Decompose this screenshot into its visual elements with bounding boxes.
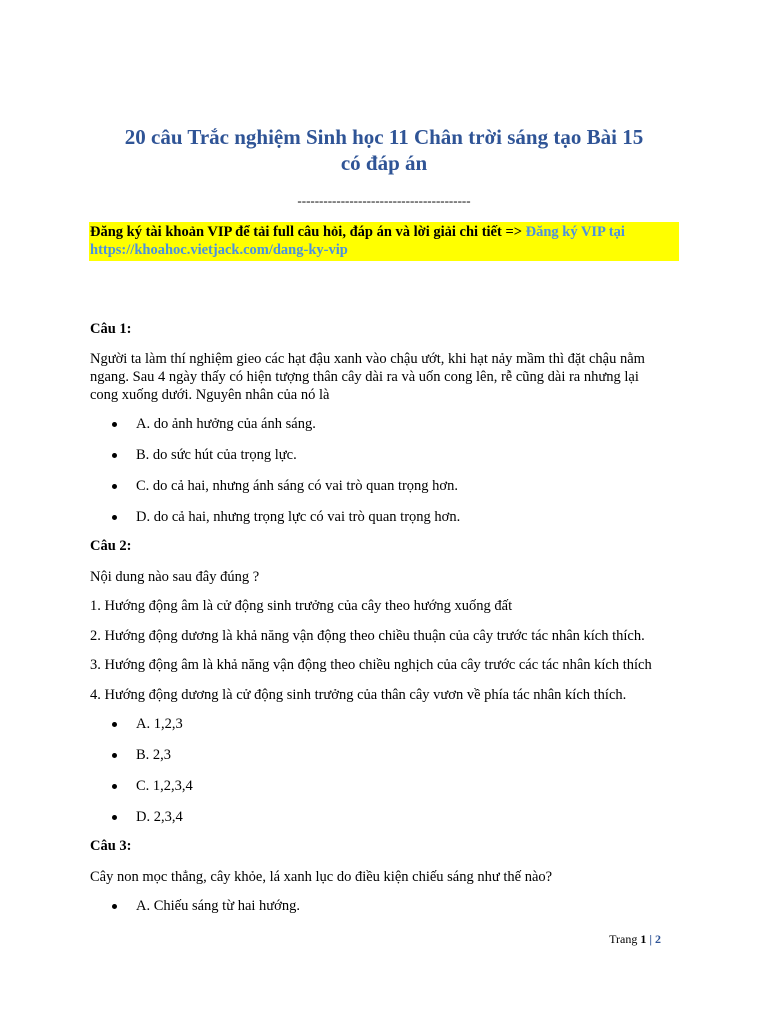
separator-line: ---------------------------------------- [297, 193, 471, 208]
vip-register-link[interactable]: Đăng ký VIP tại https://khoahoc.vietjack.com/dang-ky-vip [90, 224, 625, 258]
question-2-statement: 3. Hướng động âm là khả năng vận động theo chiều nghịch của cây trước các tác nhân kích thích [90, 657, 652, 673]
document-title [90, 124, 678, 176]
question-2-statement: 2. Hướng động dương là khả năng vận động theo chiều thuận của cây trước tác nhân kích thích. [90, 628, 645, 644]
page-number-footer [609, 932, 661, 947]
question-2-option-a: A. 1,2,3 [136, 716, 183, 732]
footer-total-pages: 2 [655, 932, 661, 946]
title-line-1: 20 câu Trắc nghiệm Sinh học 11 Chân trời sáng tạo Bài 15 [124, 125, 644, 149]
footer-prefix: Trang [609, 932, 641, 946]
question-2-option-b: B. 2,3 [136, 747, 172, 763]
question-3-label: Câu 3: [90, 838, 132, 854]
question-1-stem-line: ngang. Sau 4 ngày thấy có hiện tượng thân cây dài ra và uốn cong lên, rễ cũng dài ra nhưng lại [90, 369, 639, 385]
vip-banner-text: Đăng ký tài khoản VIP để tải full câu hỏi, đáp án và lời giải chi tiết => [90, 224, 526, 240]
question-2-statement: 4. Hướng động dương là cử động sinh trưởng của thân cây vươn về phía tác nhân kích thích. [90, 687, 627, 703]
question-2-option-d: D. 2,3,4 [136, 809, 183, 825]
footer-separator: | [646, 932, 655, 946]
question-3-stem: Cây non mọc thẳng, cây khỏe, lá xanh lục do điều kiện chiếu sáng như thế nào? [90, 869, 553, 885]
question-3-option-a: A. Chiếu sáng từ hai hướng. [136, 898, 300, 914]
question-1-stem-line: Người ta làm thí nghiệm gieo các hạt đậu xanh vào chậu ướt, khi hạt nảy mầm thì đặt chậu nằm [90, 351, 645, 367]
question-2-option-c: C. 1,2,3,4 [136, 778, 193, 794]
question-1-stem [90, 350, 680, 404]
question-1-option-c: C. do cả hai, nhưng ánh sáng có vai trò quan trọng hơn. [136, 478, 458, 494]
question-1-option-d: D. do cả hai, nhưng trọng lực có vai trò quan trọng hơn. [136, 509, 461, 525]
question-2-label: Câu 2: [90, 538, 132, 554]
vip-banner [89, 222, 679, 261]
question-2-stem-line: Nội dung nào sau đây đúng ? [90, 569, 260, 585]
question-1-option-b: B. do sức hút của trọng lực. [136, 447, 297, 463]
title-line-2: có đáp án [340, 151, 428, 175]
question-2-statement: 1. Hướng động âm là cử động sinh trưởng của cây theo hướng xuống đất [90, 598, 513, 614]
question-1-option-a: A. do ảnh hưởng của ánh sáng. [136, 416, 316, 432]
question-1-stem-line: cong xuống dưới. Nguyên nhân của nó là [90, 387, 330, 403]
question-1-label: Câu 1: [90, 321, 132, 337]
footer-current-page: 1 [640, 932, 647, 946]
